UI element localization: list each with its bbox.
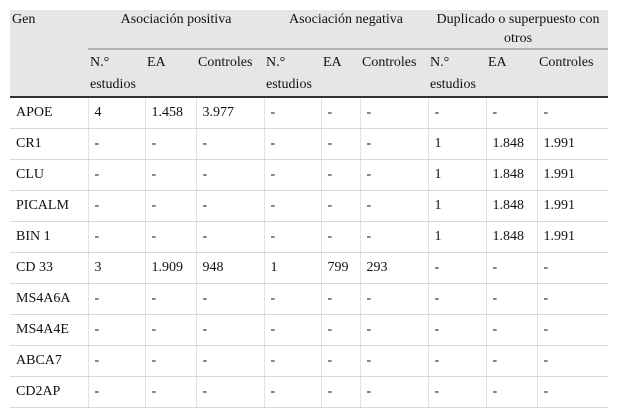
value-cell: 1.991	[537, 191, 608, 222]
value-cell: 3	[88, 253, 145, 284]
subheader-cell: N.° estudios	[88, 49, 145, 97]
value-cell: -	[321, 191, 360, 222]
value-cell: -	[196, 160, 264, 191]
value-cell: 1	[428, 129, 486, 160]
value-cell: -	[88, 191, 145, 222]
value-cell: -	[360, 191, 428, 222]
value-cell: -	[321, 160, 360, 191]
value-cell: -	[264, 377, 321, 408]
value-cell: -	[145, 315, 196, 346]
value-cell: -	[360, 284, 428, 315]
gene-name-cell: MS4A6A	[10, 284, 88, 315]
value-cell: -	[321, 315, 360, 346]
group-header-negative: Asociación negativa	[264, 10, 428, 49]
value-cell: -	[88, 222, 145, 253]
value-cell: -	[486, 315, 537, 346]
value-cell: 1.909	[145, 253, 196, 284]
value-cell: -	[196, 191, 264, 222]
value-cell: -	[486, 377, 537, 408]
value-cell: 3.977	[196, 97, 264, 129]
value-cell: 1.848	[486, 129, 537, 160]
value-cell: 1.848	[486, 222, 537, 253]
value-cell: -	[88, 284, 145, 315]
value-cell: -	[486, 253, 537, 284]
value-cell: -	[321, 129, 360, 160]
table-row	[10, 160, 608, 191]
value-cell: -	[196, 346, 264, 377]
value-cell: -	[145, 377, 196, 408]
value-cell: -	[428, 346, 486, 377]
value-cell: -	[196, 222, 264, 253]
value-cell: -	[486, 97, 537, 129]
subheader-cell: EA	[145, 49, 196, 97]
value-cell: -	[264, 191, 321, 222]
value-cell: -	[486, 346, 537, 377]
table-row	[10, 191, 608, 222]
value-cell: -	[321, 222, 360, 253]
subheader-cell: Controles	[537, 49, 608, 97]
gene-name-cell: ABCA7	[10, 346, 88, 377]
value-cell: -	[537, 377, 608, 408]
value-cell: -	[360, 160, 428, 191]
value-cell: 1.848	[486, 191, 537, 222]
value-cell: -	[196, 377, 264, 408]
value-cell: -	[428, 284, 486, 315]
value-cell: -	[145, 191, 196, 222]
value-cell: -	[360, 377, 428, 408]
value-cell: -	[264, 346, 321, 377]
value-cell: -	[145, 284, 196, 315]
value-cell: 4	[88, 97, 145, 129]
value-cell: -	[196, 284, 264, 315]
subheader-cell: Controles	[360, 49, 428, 97]
value-cell: -	[360, 222, 428, 253]
gene-name-cell: CR1	[10, 129, 88, 160]
value-cell: -	[428, 315, 486, 346]
value-cell: -	[88, 377, 145, 408]
value-cell: 1.991	[537, 222, 608, 253]
value-cell: -	[428, 253, 486, 284]
value-cell: -	[145, 160, 196, 191]
table-row	[10, 315, 608, 346]
value-cell: 1.991	[537, 160, 608, 191]
table-row	[10, 284, 608, 315]
subheader-cell: EA	[321, 49, 360, 97]
table-row	[10, 377, 608, 408]
value-cell: -	[196, 315, 264, 346]
value-cell: -	[264, 222, 321, 253]
gene-name-cell: BIN 1	[10, 222, 88, 253]
value-cell: -	[145, 222, 196, 253]
subheader-cell: N.° estudios	[264, 49, 321, 97]
value-cell: 799	[321, 253, 360, 284]
value-cell: 1.458	[145, 97, 196, 129]
value-cell: -	[196, 129, 264, 160]
value-cell: -	[537, 253, 608, 284]
value-cell: 1	[428, 160, 486, 191]
gene-name-cell: CLU	[10, 160, 88, 191]
value-cell: -	[428, 377, 486, 408]
value-cell: -	[486, 284, 537, 315]
table-container	[10, 10, 608, 408]
value-cell: -	[88, 160, 145, 191]
value-cell: -	[537, 97, 608, 129]
value-cell: -	[321, 284, 360, 315]
value-cell: -	[321, 346, 360, 377]
gene-name-cell: CD 33	[10, 253, 88, 284]
value-cell: -	[264, 160, 321, 191]
value-cell: -	[145, 346, 196, 377]
table-body	[10, 97, 608, 408]
subheader-cell: N.° estudios	[428, 49, 486, 97]
value-cell: -	[537, 284, 608, 315]
subheader-cell: EA	[486, 49, 537, 97]
value-cell: -	[360, 97, 428, 129]
value-cell: -	[264, 97, 321, 129]
gene-name-cell: PICALM	[10, 191, 88, 222]
group-header-duplicate: Duplicado o superpuesto con otros	[428, 10, 608, 49]
table-row	[10, 346, 608, 377]
value-cell: -	[360, 346, 428, 377]
value-cell: -	[88, 129, 145, 160]
value-cell: -	[145, 129, 196, 160]
value-cell: 293	[360, 253, 428, 284]
table-row	[10, 222, 608, 253]
gene-name-cell: APOE	[10, 97, 88, 129]
value-cell: -	[428, 97, 486, 129]
table-row	[10, 129, 608, 160]
value-cell: -	[88, 315, 145, 346]
value-cell: -	[264, 315, 321, 346]
gene-name-cell: MS4A4E	[10, 315, 88, 346]
value-cell: 948	[196, 253, 264, 284]
value-cell: -	[360, 129, 428, 160]
gene-association-table	[10, 10, 608, 408]
gene-column-header: Gen	[10, 10, 88, 97]
value-cell: -	[264, 284, 321, 315]
group-header-positive: Asociación positiva	[88, 10, 264, 49]
value-cell: -	[88, 346, 145, 377]
value-cell: -	[537, 346, 608, 377]
value-cell: 1.991	[537, 129, 608, 160]
table-row	[10, 97, 608, 129]
value-cell: -	[537, 315, 608, 346]
table-header	[10, 10, 608, 97]
subheader-cell: Controles	[196, 49, 264, 97]
value-cell: 1	[428, 222, 486, 253]
value-cell: -	[321, 377, 360, 408]
value-cell: -	[321, 97, 360, 129]
subheader-row	[10, 49, 608, 97]
value-cell: 1.848	[486, 160, 537, 191]
table-row	[10, 253, 608, 284]
value-cell: -	[264, 129, 321, 160]
value-cell: -	[360, 315, 428, 346]
value-cell: 1	[428, 191, 486, 222]
value-cell: 1	[264, 253, 321, 284]
gene-name-cell: CD2AP	[10, 377, 88, 408]
